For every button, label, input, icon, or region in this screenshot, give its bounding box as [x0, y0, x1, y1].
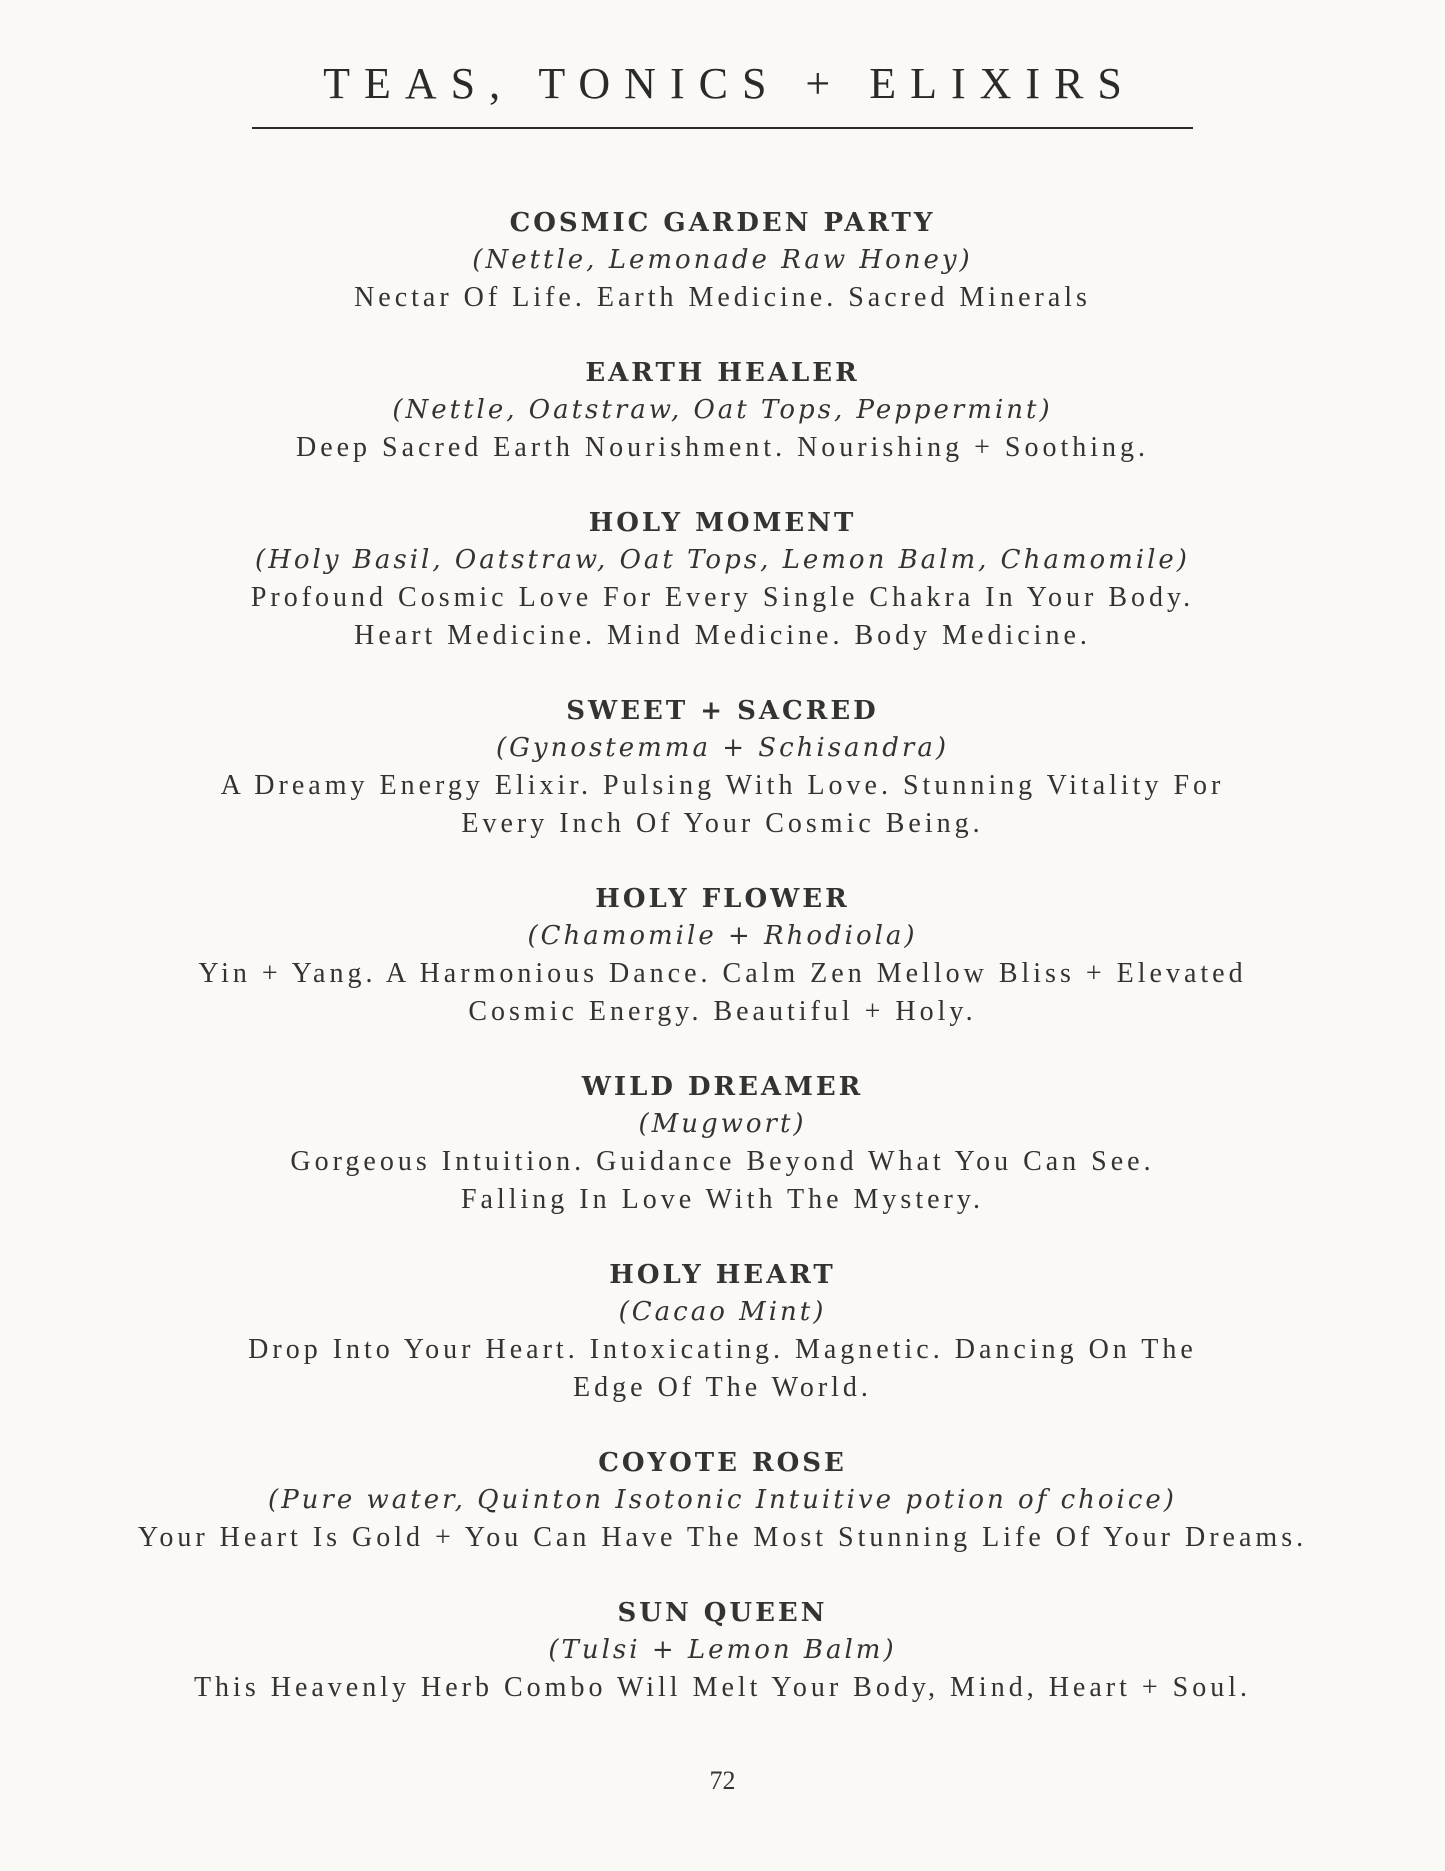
menu-item	[0, 881, 1445, 1031]
description-line: Yin + Yang. A Harmonious Dance. Calm Zen Mellow Bliss + Elevated	[198, 958, 1247, 989]
menu-item	[0, 1257, 1445, 1407]
description-line: Edge Of The World.	[573, 1372, 872, 1403]
description-line: Heart Medicine. Mind Medicine. Body Medicine.	[354, 620, 1091, 651]
description-line: Every Inch Of Your Cosmic Being.	[461, 808, 984, 839]
item-ingredients: (Nettle, Oatstraw, Oat Tops, Peppermint)	[392, 395, 1053, 425]
item-name: HOLY FLOWER	[595, 884, 850, 914]
description-line: Profound Cosmic Love For Every Single Chakra In Your Body.	[250, 582, 1195, 613]
menu-item	[0, 355, 1445, 467]
item-description	[18, 1669, 1428, 1707]
item-name: COYOTE ROSE	[598, 1448, 847, 1478]
item-description	[18, 1331, 1428, 1407]
menu-item	[0, 693, 1445, 843]
item-name: HOLY MOMENT	[588, 508, 857, 538]
item-name: COSMIC GARDEN PARTY	[509, 208, 936, 238]
description-line: This Heavenly Herb Combo Will Melt Your Body, Mind, Heart + Soul.	[193, 1672, 1252, 1703]
item-description	[18, 579, 1428, 655]
item-description	[18, 279, 1428, 317]
menu-list	[0, 205, 1445, 1745]
item-ingredients: (Cacao Mint)	[618, 1297, 827, 1327]
description-line: Nectar Of Life. Earth Medicine. Sacred Minerals	[354, 282, 1091, 313]
item-name: HOLY HEART	[609, 1260, 836, 1290]
page-title: TEAS, TONICS + ELIXIRS	[323, 59, 1136, 108]
item-description	[18, 1143, 1428, 1219]
item-name: SWEET + SACRED	[566, 696, 879, 726]
item-ingredients: (Pure water, Quinton Isotonic Intuitive potion of choice)	[268, 1485, 1177, 1515]
item-name: WILD DREAMER	[581, 1072, 864, 1102]
item-ingredients: (Chamomile + Rhodiola)	[527, 921, 918, 951]
description-line: Gorgeous Intuition. Guidance Beyond What You Can See.	[290, 1146, 1155, 1177]
item-ingredients: (Mugwort)	[638, 1109, 807, 1139]
description-line: Your Heart Is Gold + You Can Have The Most Stunning Life Of Your Dreams.	[137, 1522, 1308, 1553]
item-name: SUN QUEEN	[617, 1598, 828, 1628]
menu-item	[0, 1595, 1445, 1707]
description-line: Deep Sacred Earth Nourishment. Nourishing + Soothing.	[295, 432, 1150, 463]
description-line: A Dreamy Energy Elixir. Pulsing With Love. Stunning Vitality For	[220, 770, 1225, 801]
item-description	[18, 955, 1428, 1031]
menu-item	[0, 205, 1445, 317]
item-description	[18, 429, 1428, 467]
item-name: EARTH HEALER	[585, 358, 860, 388]
item-ingredients: (Holy Basil, Oatstraw, Oat Tops, Lemon Balm, Chamomile)	[255, 545, 1190, 575]
description-line: Drop Into Your Heart. Intoxicating. Magnetic. Dancing On The	[248, 1334, 1197, 1365]
description-line: Falling In Love With The Mystery.	[460, 1184, 985, 1215]
menu-item	[0, 505, 1445, 655]
page-number: 72	[709, 1766, 736, 1795]
menu-item	[0, 1445, 1445, 1557]
item-description	[18, 1519, 1428, 1557]
item-ingredients: (Tulsi + Lemon Balm)	[548, 1635, 897, 1665]
item-description	[18, 767, 1428, 843]
menu-item	[0, 1069, 1445, 1219]
title-divider	[252, 127, 1193, 129]
description-line: Cosmic Energy. Beautiful + Holy.	[468, 996, 977, 1027]
item-ingredients: (Gynostemma + Schisandra)	[495, 733, 950, 763]
item-ingredients: (Nettle, Lemonade Raw Honey)	[472, 245, 973, 275]
